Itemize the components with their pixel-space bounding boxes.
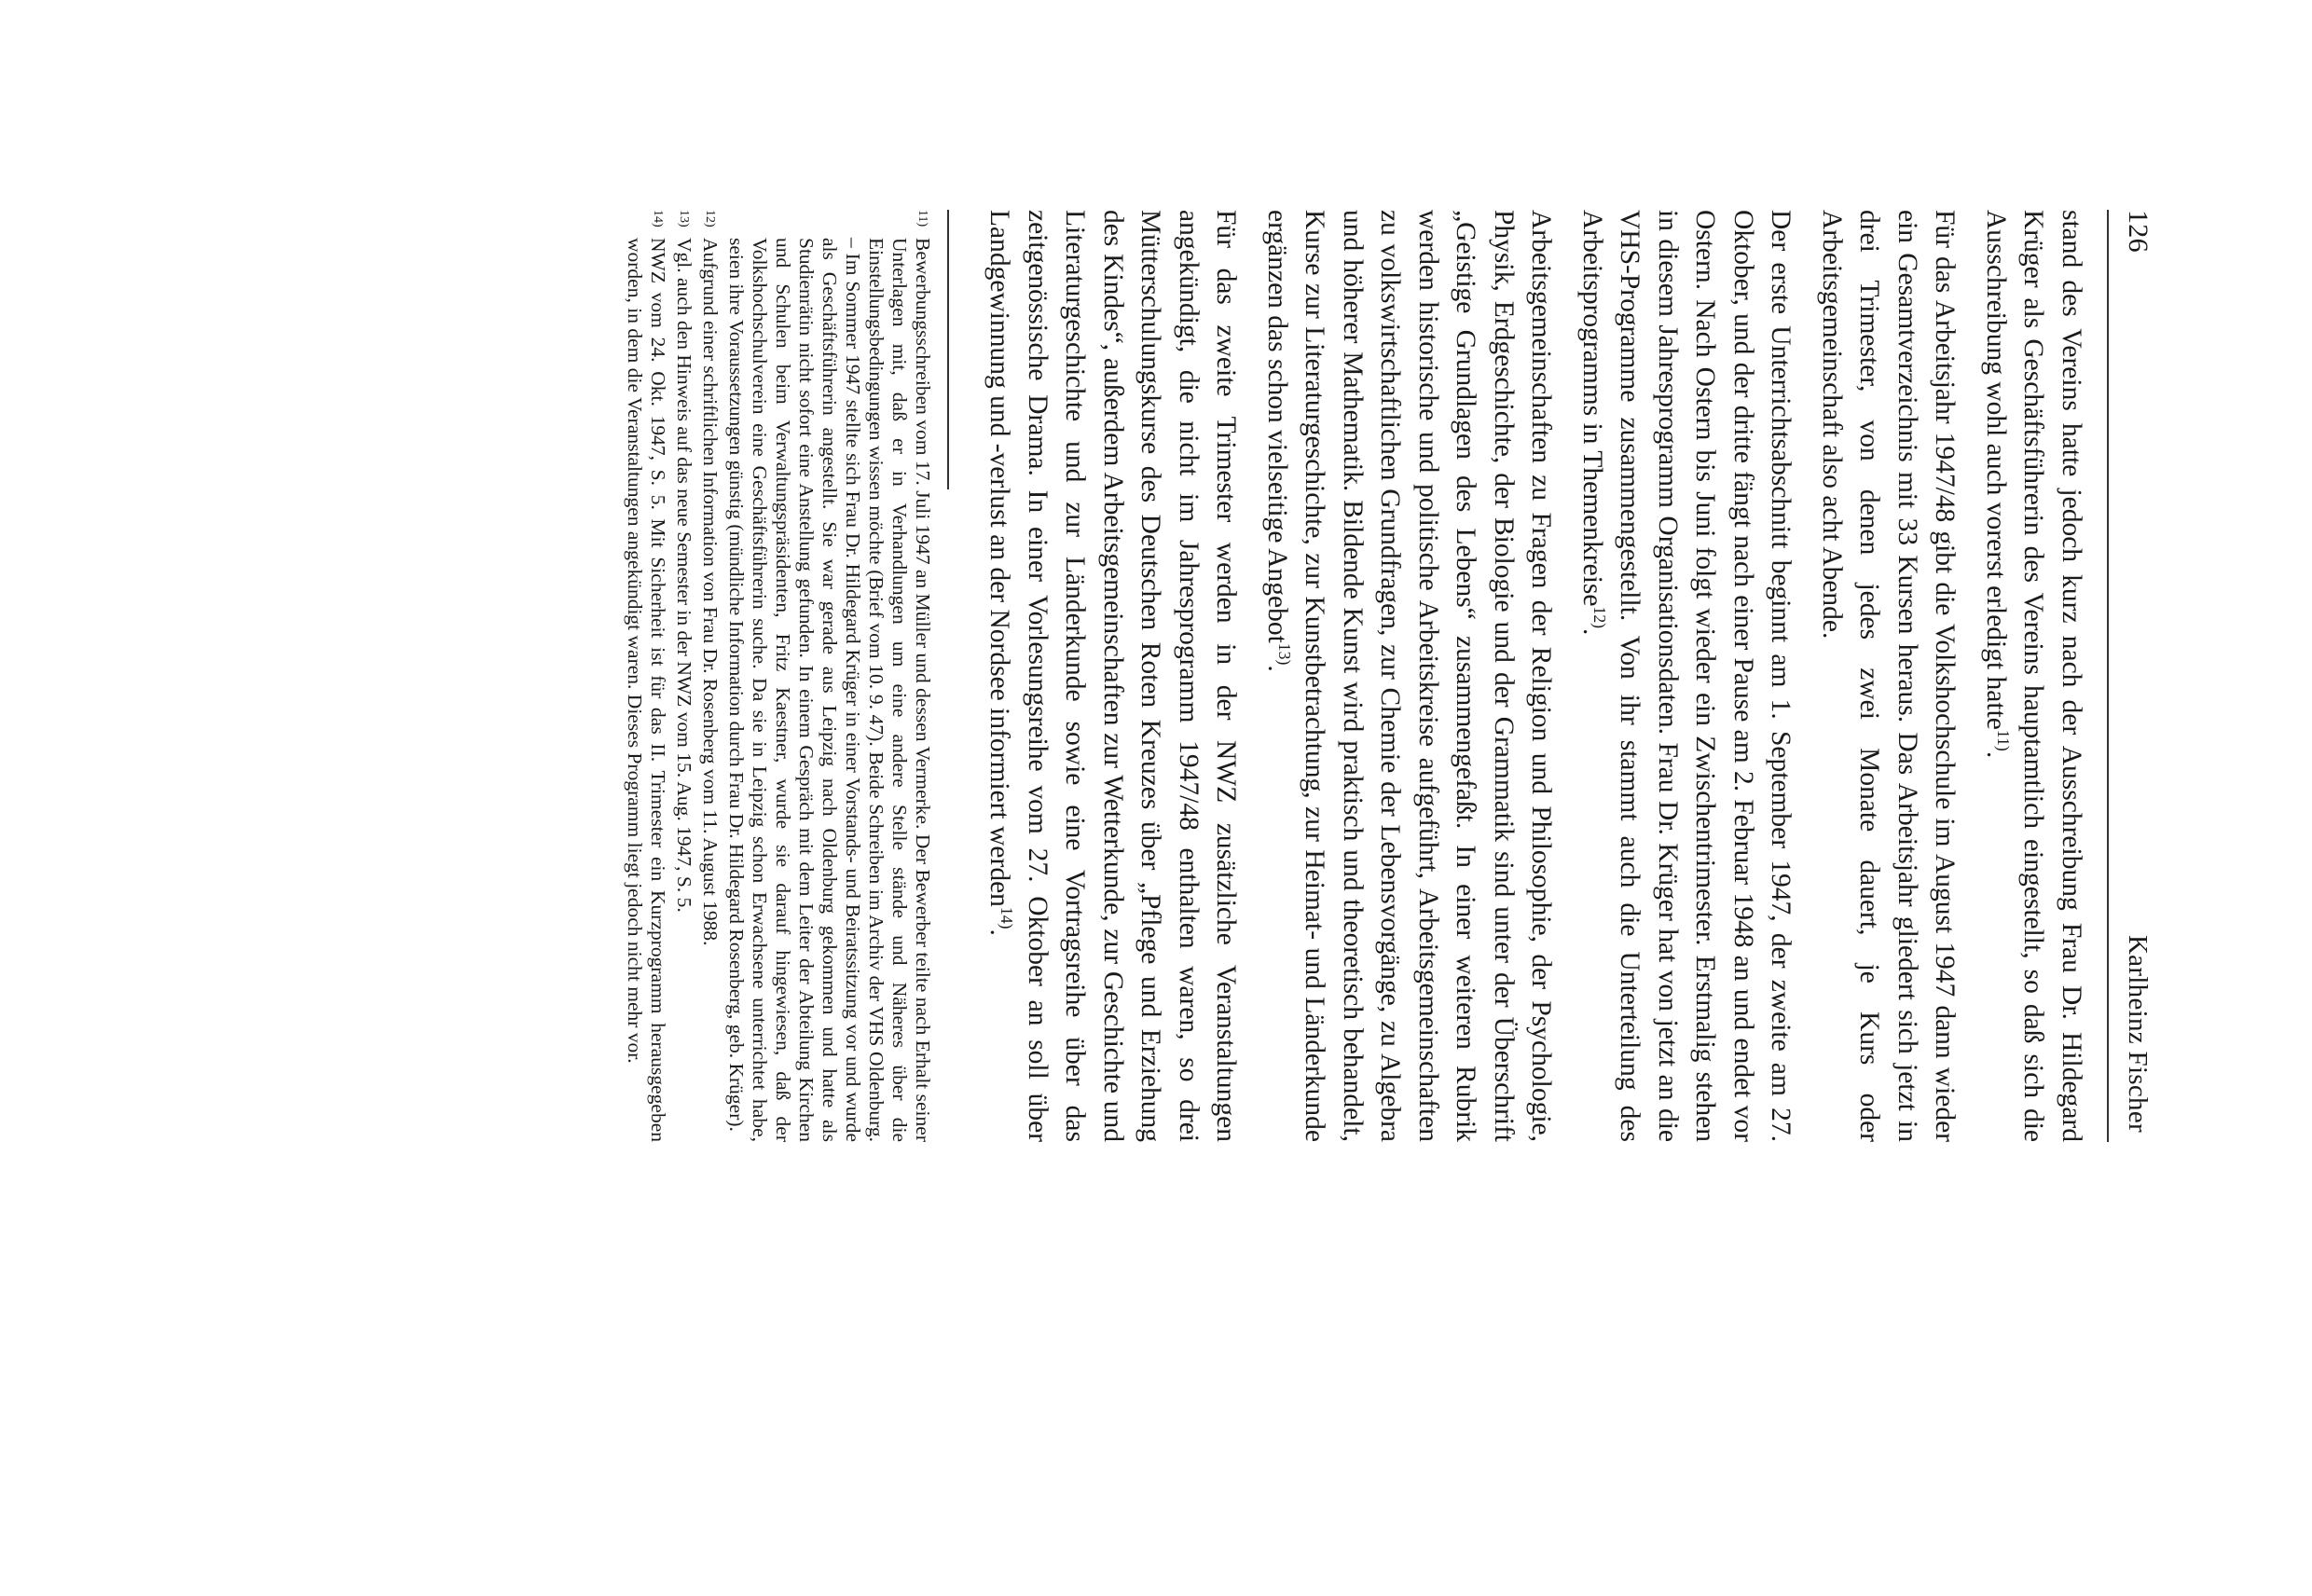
paragraph-2: Für das Arbeitsjahr 1947/48 gibt die Volkshochschule im August 1947 dann wieder ein Gesamtverzeichnis mit 33 Kursen heraus. Das Arbeitsjahr gliedert sich jetzt in drei Trimester, von denen jedes zwei Monate dauert, je Kurs oder Arbeitsgemeinschaft also acht Abende. [1817,210,1961,1142]
footnote-number: 14) [651,210,665,227]
footnote-divider [947,210,949,489]
footnotes [623,210,934,1142]
body-text [981,210,2090,1142]
footnote-ref-14: 14) [998,906,1017,929]
footnote-ref-13: 13) [1274,642,1294,666]
paragraph-5: Für das zweite Trimester werden in der NWZ zusätzliche Veranstaltungen angekündigt, die nicht im Jahresprogramm 1947/48 enthalten waren, so drei Mütterschulungskurse des Deutschen Roten Kreuzes über „Pflege und Erziehung des Kindes“, außerdem Arbeitsgemeinschaften zur Wetterkunde, zur Geschichte und Literaturgeschichte und zur Länderkunde sowie eine Vortragsreihe über das zeitgenössische Drama. In einer Vorlesungsreihe vom 27. Oktober an soll über Landgewinnung und -verlust an der Nordsee informiert werden$^{14)}$. [984,210,1242,1142]
footnote-ref-12: 12) [1590,606,1609,629]
footnote-14 [623,210,669,1142]
footnote-number: 13) [677,210,691,227]
page-number: 126 [2123,210,2154,253]
paragraph-1: stand des Vereins hatte jedoch kurz nach der Ausschreibung Frau Dr. Hildegard Krüger als Geschäftsführerin des Vereins hauptamtlich eingestellt, so daß sich die Ausschreibung wohl auch vorerst erledigt hatte$^{11)}$. [1981,210,2086,1142]
page-content [620,210,2154,1142]
footnote-text: Vgl. auch den Hinweis auf das neue Semester in der NWZ vom 15. Aug. 1947, S. 5. [673,238,695,913]
footnote-text: NWZ vom 24. Okt. 1947, S. 5. Mit Sicherheit ist für das II. Trimester ein Kurzprogramm herausgegeben worden, in dem die Veranstaltungen angekündigt waren. Dieses Programm liegt jedoch nicht mehr vor. [624,238,669,1142]
footnote-number: 11) [915,210,929,227]
footnote-11 [724,210,934,1142]
paragraph-3: Der erste Unterrichtsabschnitt beginnt am 1. September 1947, der zweite am 27. Oktober, und der dritte fängt nach einer Pause am 2. Februar 1948 an und endet vor Ostern. Nach Ostern bis Juni folgt wieder ein Zwischentrimester. Erstmalig stehen in diesem Jahresprogramm Organisationsdaten. Frau Dr. Krüger hat von jetzt an die VHS-Programme zusammengestellt. Von ihr stammt auch die Unterteilung des Arbeitsprogramms in Themenkreise$^{12)}$. [1577,210,1796,1142]
running-head-author: Karlheinz Fischer [2123,934,2153,1133]
running-head [2107,210,2154,1142]
footnote-12 [698,210,722,1142]
footnote-text: Aufgrund einer schriftlichen Information von Frau Dr. Rosenberg vom 11. August 1988. [699,238,722,946]
footnote-13 [672,210,695,1142]
footnote-text: Bewerbungsschreiben vom 17. Juli 1947 an Müller und dessen Vermerke. Der Bewerber teilte nach Erhalt seiner Unterlagen mit, daß er in Verhandlungen um eine andere Stelle stände und Näheres über die Einstellungsbedingungen wissen möchte (Brief vom 10. 9. 47). Beide Schreiben im Archiv der VHS Oldenburg. – Im Sommer 1947 stellte sich Frau Dr. Hildegard Krüger in einer Vorstands- und Beiratssitzung vor und wurde als Geschäftsführerin angestellt. Sie war gerade aus Leipzig nach Oldenburg gekommen und hatte als Studienrätin nicht sofort eine Anstellung gefunden. In einem Gespräch mit dem Leiter der Abteilung Kirchen und Schulen beim Verwaltungspräsidenten, Fritz Kaestner, wurde sie darauf hingewiesen, daß der Volkshochschulverein eine Geschäftsführerin suche. Da sie in Leipzig schon Erwachsene unterrichtet habe, seien ihre Voraussetzungen günstig (mündliche Information durch Frau Dr. Hildegard Rosenberg, geb. Krüger). [725,238,934,1142]
paragraph-4: Arbeitsgemeinschaften zu Fragen der Religion und Philosophie, der Psychologie, Physik, Erdgeschichte, der Biologie und der Grammatik sind unter der Überschrift „Geistige Grundlagen des Lebens“ zusammengefaßt. In einer weiteren Rubrik werden historische und politische Arbeitskreise aufgeführt, Arbeitsgemeinschaften zu volkswirtschaftlichen Grundfragen, zur Chemie der Lebensvorgänge, zu Algebra und höherer Mathematik. Bildende Kunst wird praktisch und theoretisch behandelt, Kurse zur Literaturgeschichte, zur Kunstbetrachtung, zur Heimat- und Länderkunde ergänzen das schon vielseitige Angebot$^{13)}$. [1262,210,1557,1142]
footnote-number: 12) [703,210,717,227]
footnote-ref-11: 11) [1993,729,2013,751]
